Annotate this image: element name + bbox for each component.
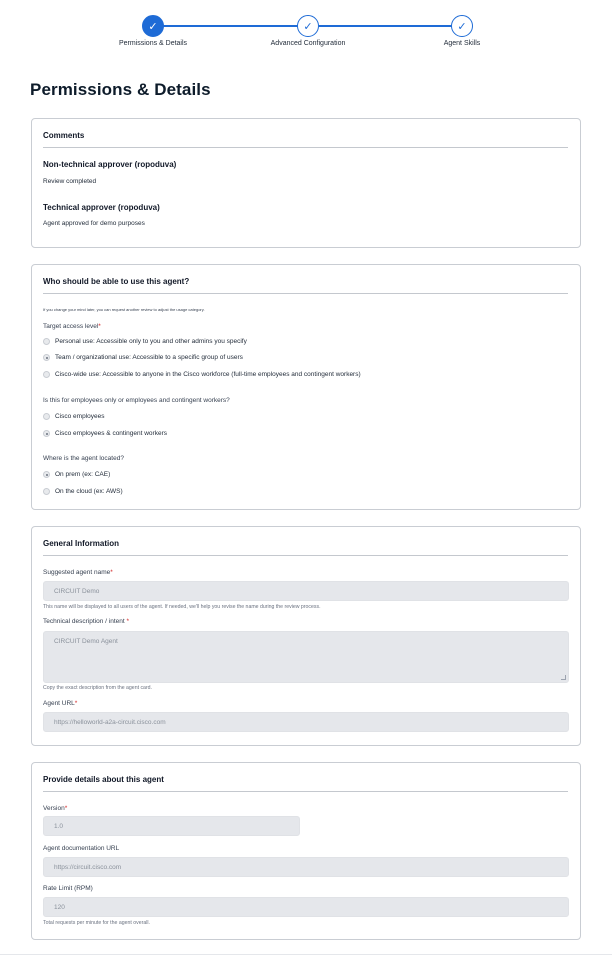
radio-label: Cisco employees [55, 413, 105, 420]
non-technical-approver-heading: Non-technical approver (ropoduva) [43, 160, 177, 169]
step-2-label[interactable]: Advanced Configuration [270, 40, 346, 47]
radio-button[interactable] [43, 488, 50, 495]
agent-name-input[interactable]: CIRCUIT Demo [43, 581, 569, 601]
required-mark: * [64, 805, 68, 812]
radio-label: Team / organizational use: Accessible to a specific group of users [55, 354, 243, 361]
usage-note: If you change your mind later, you can request another review to adjust the usage category. [43, 307, 205, 312]
access-option-team[interactable] [43, 354, 243, 361]
technical-approver-comment: Agent approved for demo purposes [43, 220, 145, 227]
workforce-option-employees[interactable] [43, 413, 105, 420]
radio-button[interactable] [43, 471, 50, 478]
documentation-url-label: Agent documentation URL [43, 845, 120, 852]
radio-button[interactable] [43, 430, 50, 437]
progress-stepper [0, 15, 612, 55]
step-3-label[interactable]: Agent Skills [443, 40, 481, 47]
stepper-connector [319, 25, 453, 27]
check-icon: ✓ [457, 20, 467, 33]
description-value: CIRCUIT Demo Agent [54, 638, 118, 645]
rate-limit-input[interactable]: 120 [43, 897, 569, 917]
rate-limit-help: Total requests per minute for the agent overall. [43, 920, 150, 926]
check-icon: ✓ [303, 20, 313, 33]
page-title: Permissions & Details [30, 80, 211, 99]
non-technical-approver-comment: Review completed [43, 178, 97, 185]
access-level-label-text: Target access level [43, 323, 99, 330]
step-2-indicator[interactable] [297, 15, 319, 37]
radio-button[interactable] [43, 338, 50, 345]
agent-details-card [31, 762, 581, 940]
agent-name-help: This name will be displayed to all users of the agent. If needed, we'll help you revise the name during the review process. [43, 604, 321, 610]
comments-card [31, 118, 581, 248]
description-label-text: Technical description / intent [43, 618, 127, 625]
radio-button[interactable] [43, 371, 50, 378]
divider [43, 293, 568, 294]
agent-details-title: Provide details about this agent [43, 775, 164, 784]
radio-label: On prem (ex: CAE) [55, 471, 111, 478]
radio-label: Cisco-wide use: Accessible to anyone in the Cisco workforce (full-time employees and contingent workers) [55, 371, 361, 378]
divider [43, 791, 568, 792]
access-option-cisco-wide[interactable] [43, 371, 361, 378]
required-mark: * [110, 569, 113, 576]
divider [43, 555, 568, 556]
radio-label: On the cloud (ex: AWS) [55, 488, 123, 495]
agent-url-label [43, 700, 77, 707]
version-input[interactable]: 1.0 [43, 816, 300, 836]
divider [43, 147, 568, 148]
step-1-label[interactable]: Permissions & Details [118, 40, 188, 47]
agent-name-label-text: Suggested agent name [43, 569, 111, 576]
radio-label: Cisco employees & contingent workers [55, 430, 167, 437]
resize-handle-icon[interactable] [561, 675, 566, 680]
step-1-indicator[interactable] [142, 15, 164, 37]
radio-button[interactable] [43, 413, 50, 420]
location-option-on-prem[interactable] [43, 471, 110, 478]
access-level-label [43, 323, 101, 330]
description-help: Copy the exact description from the agent card. [43, 685, 152, 691]
version-label [43, 805, 67, 812]
stepper-connector [163, 25, 298, 27]
workforce-question: Is this for employees only or employees and contingent workers? [43, 397, 230, 404]
location-question: Where is the agent located? [43, 455, 124, 462]
usage-title: Who should be able to use this agent? [43, 277, 190, 286]
workforce-option-contingent[interactable] [43, 430, 167, 437]
agent-url-label-text: Agent URL [43, 700, 75, 707]
documentation-url-input[interactable]: https://circuit.cisco.com [43, 857, 569, 877]
technical-approver-heading: Technical approver (ropoduva) [43, 203, 160, 212]
step-3-indicator[interactable] [451, 15, 473, 37]
agent-name-label [43, 569, 113, 576]
required-mark: * [126, 618, 129, 625]
rate-limit-label: Rate Limit (RPM) [43, 885, 93, 892]
required-mark: * [74, 700, 78, 707]
version-label-text: Version [43, 805, 65, 812]
required-mark: * [98, 323, 101, 330]
check-icon: ✓ [148, 20, 158, 33]
description-label [43, 618, 129, 625]
footer-divider [0, 954, 612, 955]
usage-card [31, 264, 581, 510]
access-option-personal[interactable] [43, 338, 247, 345]
general-info-title: General Information [43, 539, 120, 548]
general-info-card [31, 526, 581, 746]
comments-title: Comments [43, 131, 85, 140]
radio-button[interactable] [43, 354, 50, 361]
description-textarea[interactable] [43, 631, 569, 683]
radio-label: Personal use: Accessible only to you and other admins you specify [55, 338, 247, 345]
agent-url-input[interactable]: https://helloworld-a2a-circuit.cisco.com [43, 712, 569, 732]
location-option-cloud[interactable] [43, 488, 123, 495]
